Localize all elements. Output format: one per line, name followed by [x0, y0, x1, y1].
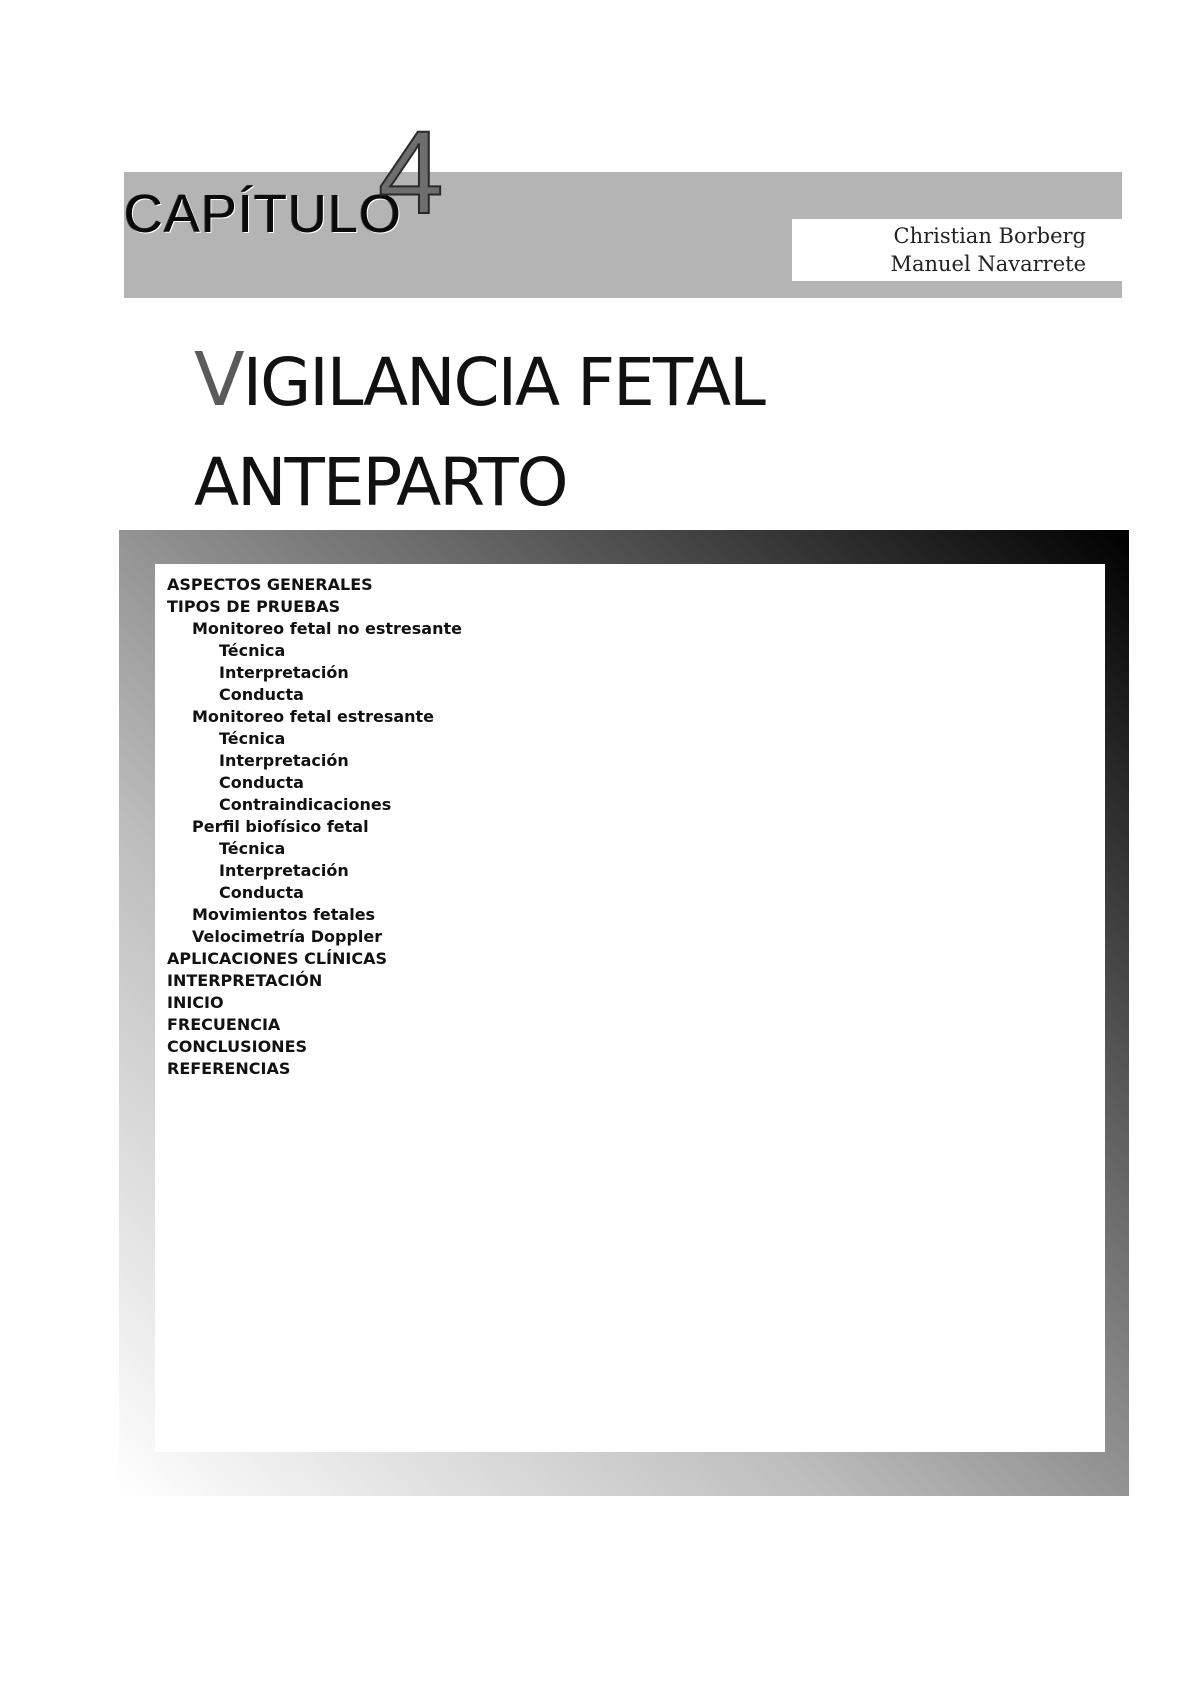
toc-item[interactable]: Conducta — [219, 773, 304, 792]
toc-item[interactable]: Monitoreo fetal no estresante — [192, 619, 462, 638]
authors-box — [792, 219, 1122, 281]
toc-item[interactable]: Técnica — [219, 641, 286, 660]
title-line-1-rest: IGILANCIA FETAL — [242, 344, 764, 421]
toc-item[interactable]: Interpretación — [219, 861, 349, 880]
table-of-contents — [167, 574, 462, 1080]
toc-item[interactable]: Movimientos fetales — [192, 905, 376, 924]
toc-item[interactable]: Velocimetría Doppler — [192, 927, 383, 946]
toc-item[interactable]: INTERPRETACIÓN — [167, 971, 323, 990]
toc-item[interactable]: Técnica — [219, 729, 286, 748]
toc-item[interactable]: Perfil biofísico fetal — [192, 817, 369, 836]
toc-item[interactable]: Conducta — [219, 685, 304, 704]
chapter-title — [194, 330, 764, 533]
contents-panel — [155, 564, 1105, 1452]
toc-item[interactable]: APLICACIONES CLÍNICAS — [167, 949, 387, 968]
chapter-title-line-1 — [194, 330, 764, 433]
toc-item[interactable]: REFERENCIAS — [167, 1059, 291, 1078]
toc-item[interactable]: Monitoreo fetal estresante — [192, 707, 435, 726]
toc-item[interactable]: ASPECTOS GENERALES — [167, 575, 373, 594]
toc-item[interactable]: FRECUENCIA — [167, 1015, 281, 1034]
toc-item[interactable]: Técnica — [219, 839, 286, 858]
toc-item[interactable]: Contraindicaciones — [219, 795, 392, 814]
chapter-title-line-2: ANTEPARTO — [194, 444, 567, 521]
toc-item[interactable]: INICIO — [167, 993, 224, 1012]
toc-item[interactable]: Interpretación — [219, 751, 349, 770]
toc-item[interactable]: Conducta — [219, 883, 304, 902]
chapter-label: CAPÍTULO — [124, 184, 403, 244]
title-initial: V — [194, 337, 243, 423]
author-name: Christian Borberg — [893, 224, 1086, 248]
chapter-number: 4 — [378, 107, 444, 239]
author-name: Manuel Navarrete — [890, 252, 1086, 276]
toc-item[interactable]: TIPOS DE PRUEBAS — [167, 597, 341, 616]
toc-item[interactable]: CONCLUSIONES — [167, 1037, 308, 1056]
toc-item[interactable]: Interpretación — [219, 663, 349, 682]
